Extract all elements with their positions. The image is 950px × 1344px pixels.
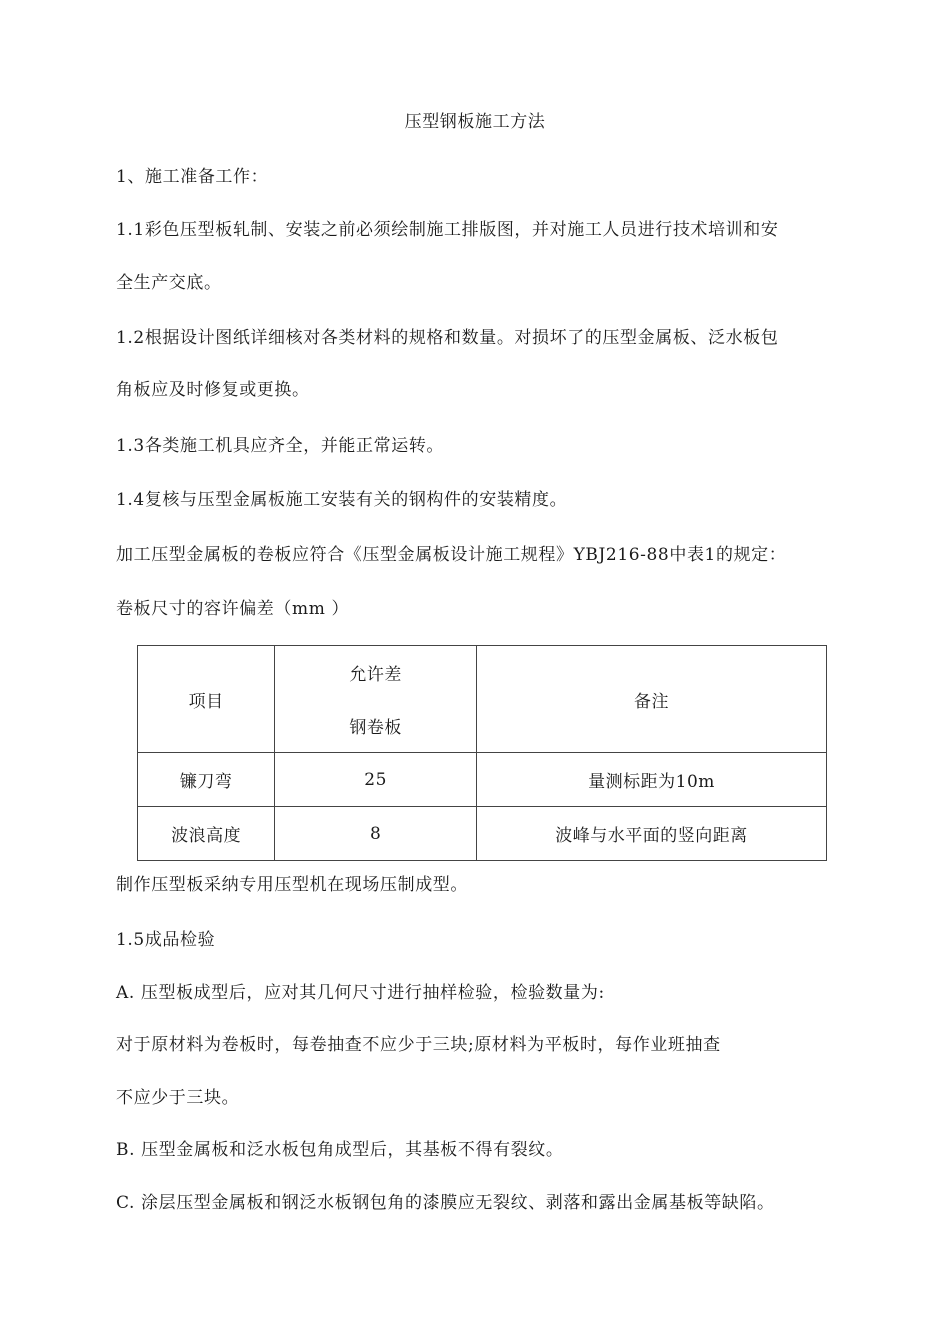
table-row [138,807,827,861]
header-remark-cell: 备注 [477,646,827,753]
header-tolerance-cell [275,646,477,753]
paragraph-1-1-line-1: 1.1彩色压型板轧制、安装之前必须绘制施工排版图，并对施工人员进行技术培训和安 [116,220,779,240]
document-title: 压型钢板施工方法 [404,112,546,132]
paragraph-a: A. 压型板成型后，应对其几何尺寸进行抽样检验，检验数量为: [116,983,605,1003]
paragraph-1-4: 1.4复核与压型金属板施工安装有关的钢构件的安装精度。 [116,490,568,510]
paragraph-a-detail-line-1: 对于原材料为卷板时，每卷抽查不应少于三块;原材料为平板时，每作业班抽查 [116,1035,721,1055]
header-tolerance-sub-label: 钢卷板 [349,718,402,738]
table-cell-item: 镰刀弯 [138,753,275,807]
paragraph-c: C. 涂层压型金属板和钢泛水板钢包角的漆膜应无裂纹、剥落和露出金属基板等缺陷。 [116,1193,775,1213]
header-item-cell: 项目 [138,646,275,753]
paragraph-a-detail-line-2: 不应少于三块。 [116,1088,240,1108]
table-cell-value: 25 [275,753,477,807]
table-header-row [138,646,827,753]
table-cell-remark: 量测标距为10m [477,753,827,807]
heading-1-5: 1.5成品检验 [116,930,216,950]
paragraph-spec: 加工压型金属板的卷板应符合《压型金属板设计施工规程》YBJ216-88中表1的规定： [116,545,787,565]
paragraph-1-1-line-2: 全生产交底。 [116,273,222,293]
table-row [138,753,827,807]
section-heading: 1、施工准备工作： [116,167,269,187]
tolerance-table [137,645,827,861]
paragraph-b: B. 压型金属板和泛水板包角成型后，其基板不得有裂纹。 [116,1140,564,1160]
header-tolerance-label: 允许差 [349,665,402,685]
table-caption: 卷板尺寸的容许偏差（mm ） [116,599,350,619]
paragraph-1-3: 1.3各类施工机具应齐全，并能正常运转。 [116,436,445,456]
table-cell-remark: 波峰与水平面的竖向距离 [477,807,827,861]
table-cell-item: 波浪高度 [138,807,275,861]
paragraph-make: 制作压型板采纳专用压型机在现场压制成型。 [116,875,468,895]
paragraph-1-2-line-2: 角板应及时修复或更换。 [116,380,310,400]
table-cell-value: 8 [275,807,477,861]
paragraph-1-2-line-1: 1.2根据设计图纸详细核对各类材料的规格和数量。对损坏了的压型金属板、泛水板包 [116,328,779,348]
